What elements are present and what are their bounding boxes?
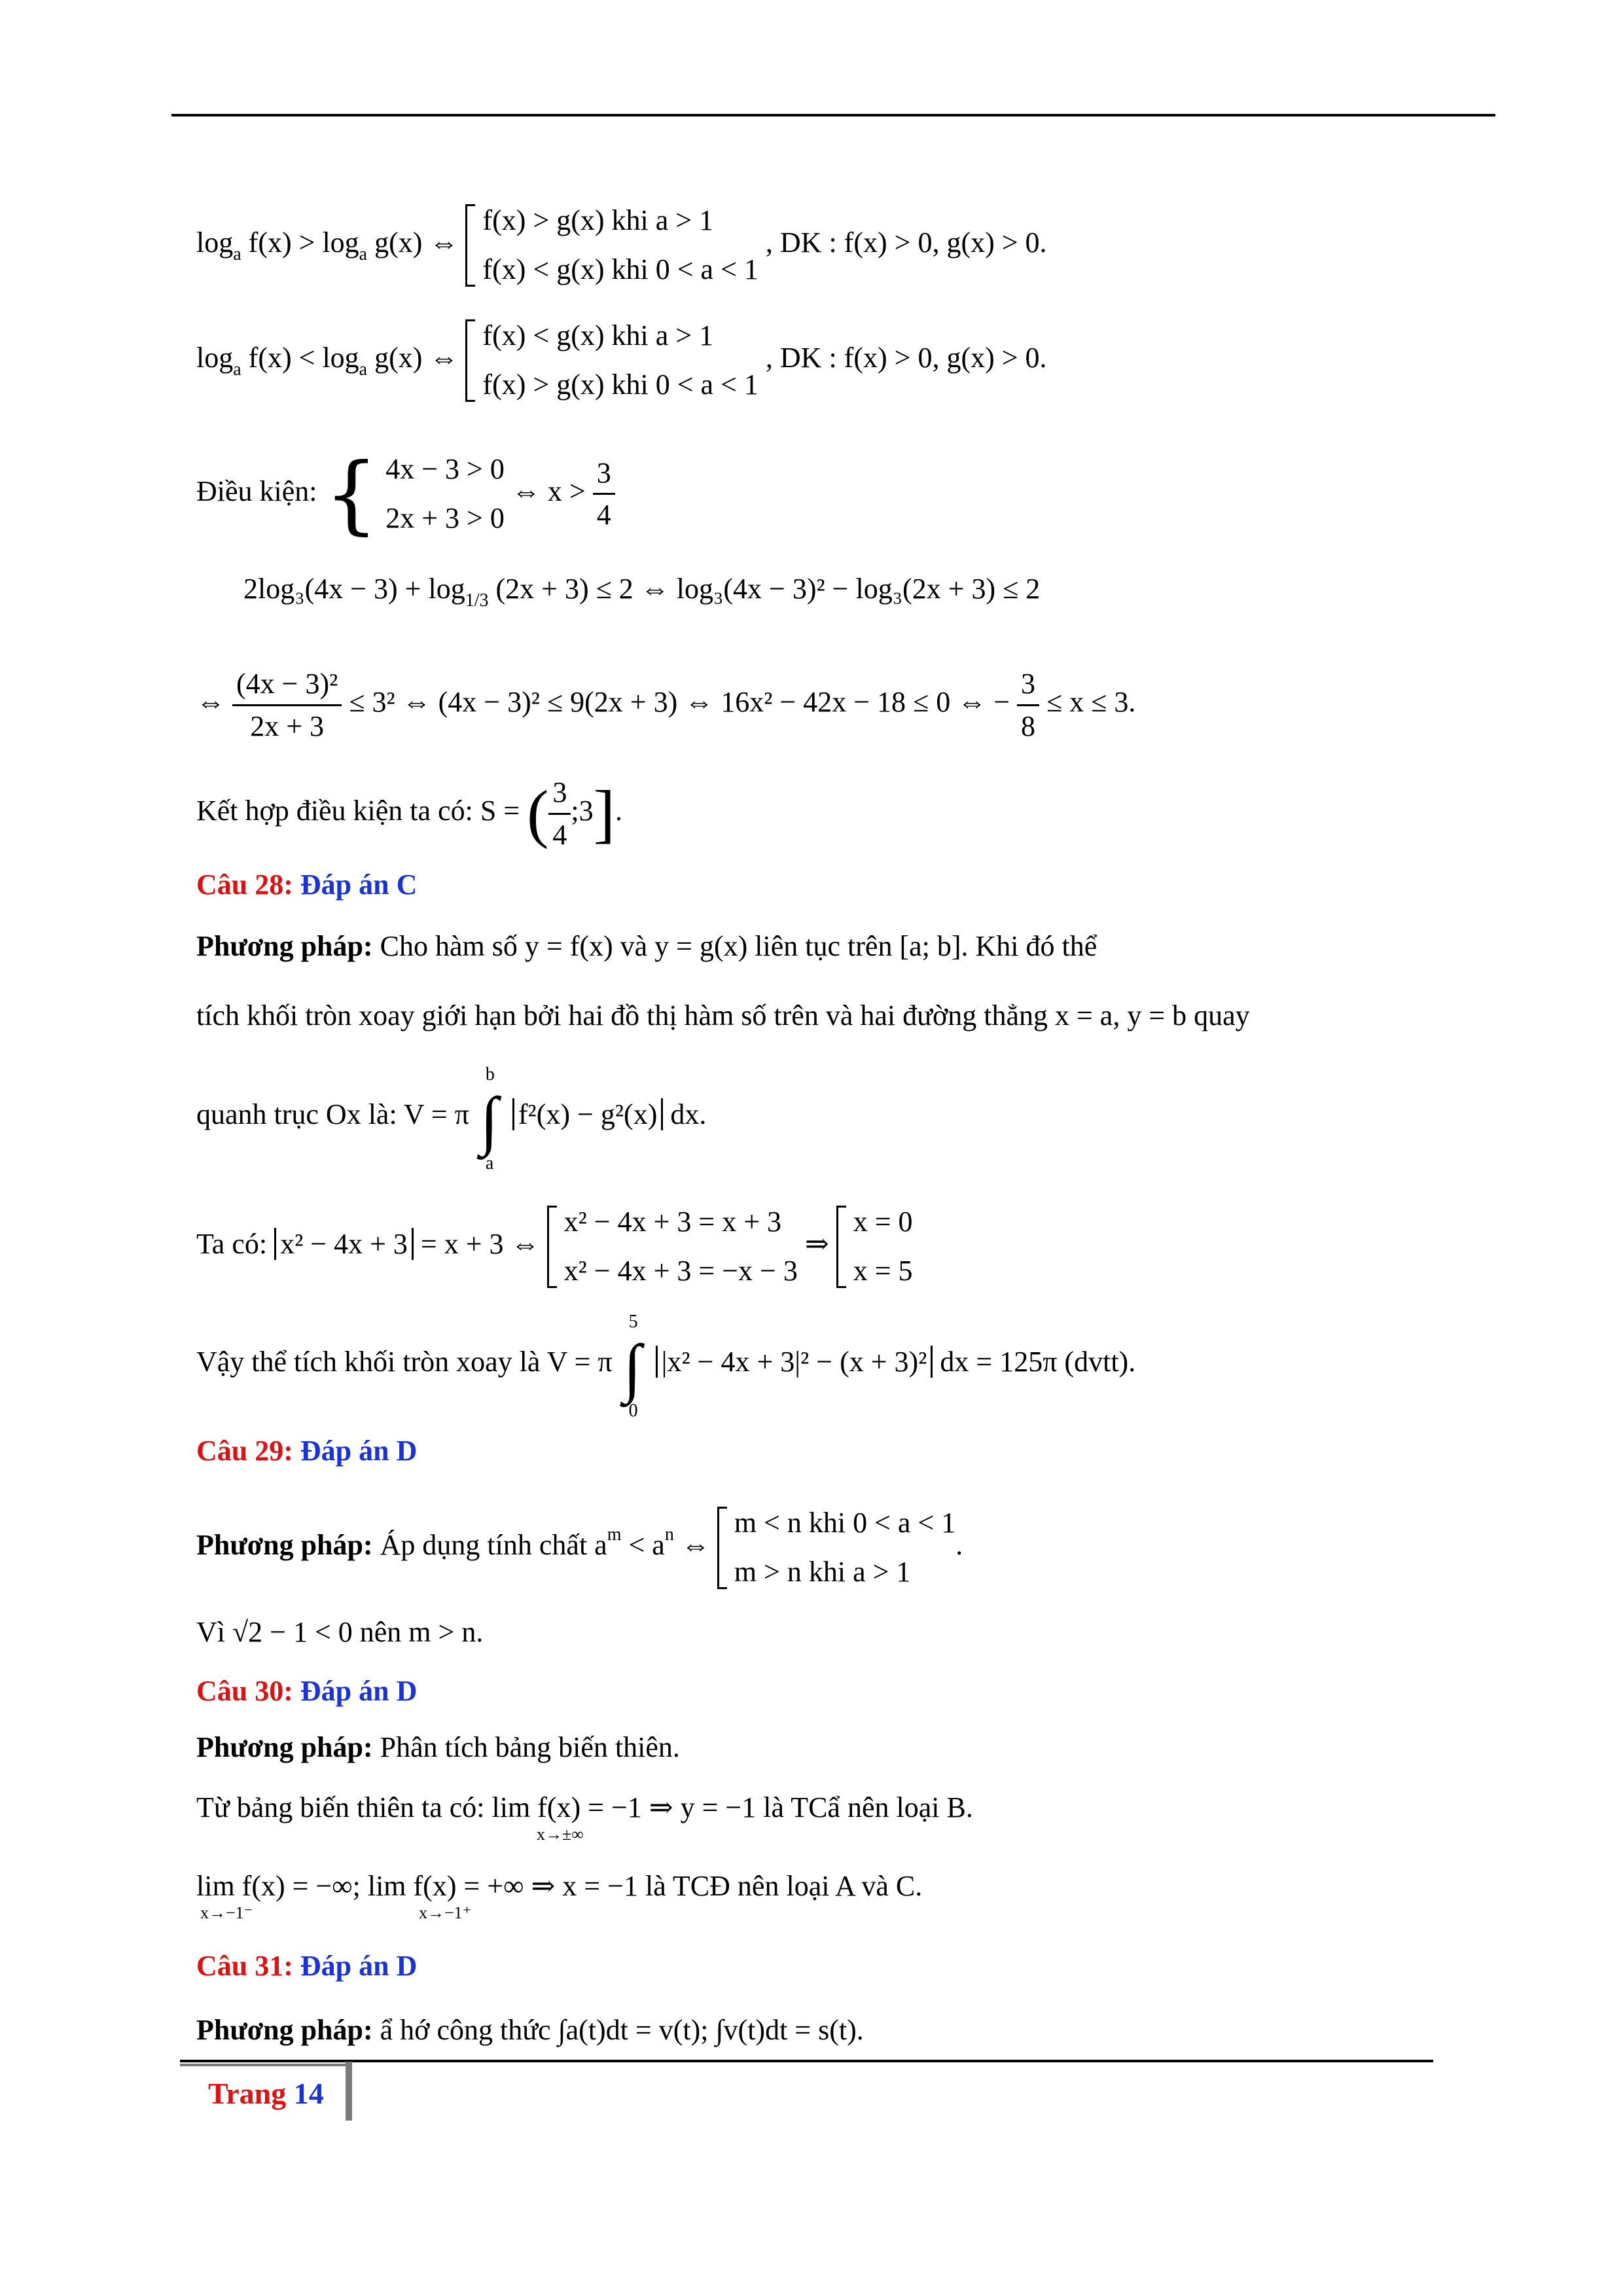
q28-equation: Ta có: x² − 4x + 3 = x + 3 ⇔ x² − 4x + 3 = x + 3 x² − 4x + 3 = −x − 3 ⇒ x = 0 x = 5 bbox=[196, 1206, 913, 1287]
q31-method: Phương pháp: ẩ hớ công thức ∫a(t)dt = v(t); ∫v(t)dt = s(t). bbox=[196, 2014, 864, 2046]
q30-vertical-asymptote: lim f(x) = −∞; lim f(x) = +∞ ⇒ x = −1 là TCĐ nên loại A và C. x→−1⁻ x→−1⁺ bbox=[196, 1870, 923, 1922]
q29-reason: Vì √2 − 1 < 0 nên m > n. bbox=[196, 1616, 484, 1648]
log-rule-greater: $\log_a f(x) > \log_a g(x)$ ⇔ f(x) > g(x) khi a > 1 f(x) < g(x) khi 0 < a < 1 , DK : f(x) > 0, g(x) > 0. bbox=[196, 204, 1047, 285]
question-30-heading: Câu 30: Đáp án D bbox=[196, 1675, 418, 1707]
page-number: Trang 14 bbox=[208, 2077, 324, 2110]
footer-divider bbox=[346, 2062, 352, 2121]
question-29-heading: Câu 29: Đáp án D bbox=[196, 1435, 418, 1467]
q28-method-line-2: tích khối tròn xoay giới hạn bởi hai đồ thị hàm số trên và hai đường thẳng x = a, y = b quay bbox=[196, 999, 1250, 1031]
q30-method: Phương pháp: Phân tích bảng biến thiên. bbox=[196, 1731, 680, 1763]
condition-line: Điều kiện: { 4x − 3 > 0 2x + 3 > 0 ⇔ x > $\frac{3}{4}$ bbox=[196, 445, 615, 543]
q28-method-line-1: Phương pháp: Cho hàm số y = f(x) và y = g(x) liên tục trên [a; b]. Khi đó thể bbox=[196, 930, 1097, 962]
log-rule-less: $\log_a f(x) < \log_a g(x)$ ⇔ f(x) < g(x) khi a > 1 f(x) > g(x) khi 0 < a < 1 , DK : f(x) > 0, g(x) > 0. bbox=[196, 319, 1047, 401]
inequality-line-2: ⇔ $\frac{\text{(4x − 3)²}}{2x + 3}$ ≤ 3² ⇔ (4x − 3)² ≤ 9(2x + 3) ⇔ 16x² − 42x − 18 ≤ 0 ⇔ − $\frac{3}{8}$ ≤ x ≤ 3. bbox=[196, 664, 1135, 746]
footer-rule bbox=[180, 2060, 1433, 2062]
inequality-line-1: $2\log_3(4x - 3) + \log_{1/3} (2x + 3) \le 2$ ⇔ log₃(4x − 3)² − log₃(2x + 3) ≤ 2 bbox=[243, 573, 1041, 611]
header-rule bbox=[171, 114, 1495, 117]
q28-result: Vậy thể tích khối tròn xoay là V = π 5 ∫ 0 |x² − 4x + 3|² − (x + 3)² dx = 125π (dvtt). bbox=[196, 1312, 1136, 1421]
question-31-heading: Câu 31: Đáp án D bbox=[196, 1950, 418, 1982]
q28-volume-formula: quanh trục Ox là: V = π b ∫ a f²(x) − g²(x) dx. bbox=[196, 1064, 707, 1174]
solution-set-line: Kết hợp điều kiện ta có: S = ( $\frac{3}{4}$ ;3]. bbox=[196, 772, 622, 855]
footer-rule-accent bbox=[180, 2064, 350, 2066]
question-28-heading: Câu 28: Đáp án C bbox=[196, 869, 418, 901]
q30-horizontal-asymptote: Từ bảng biến thiên ta có: lim f(x) = −1 ⇒ y = −1 là TCẩ nên loại B. x→±∞ bbox=[196, 1791, 973, 1844]
q29-method: Phương pháp: Áp dụng tính chất $a^m < a^n$ ⇔ m < n khi 0 < a < 1 m > n khi a > 1. bbox=[196, 1507, 963, 1588]
